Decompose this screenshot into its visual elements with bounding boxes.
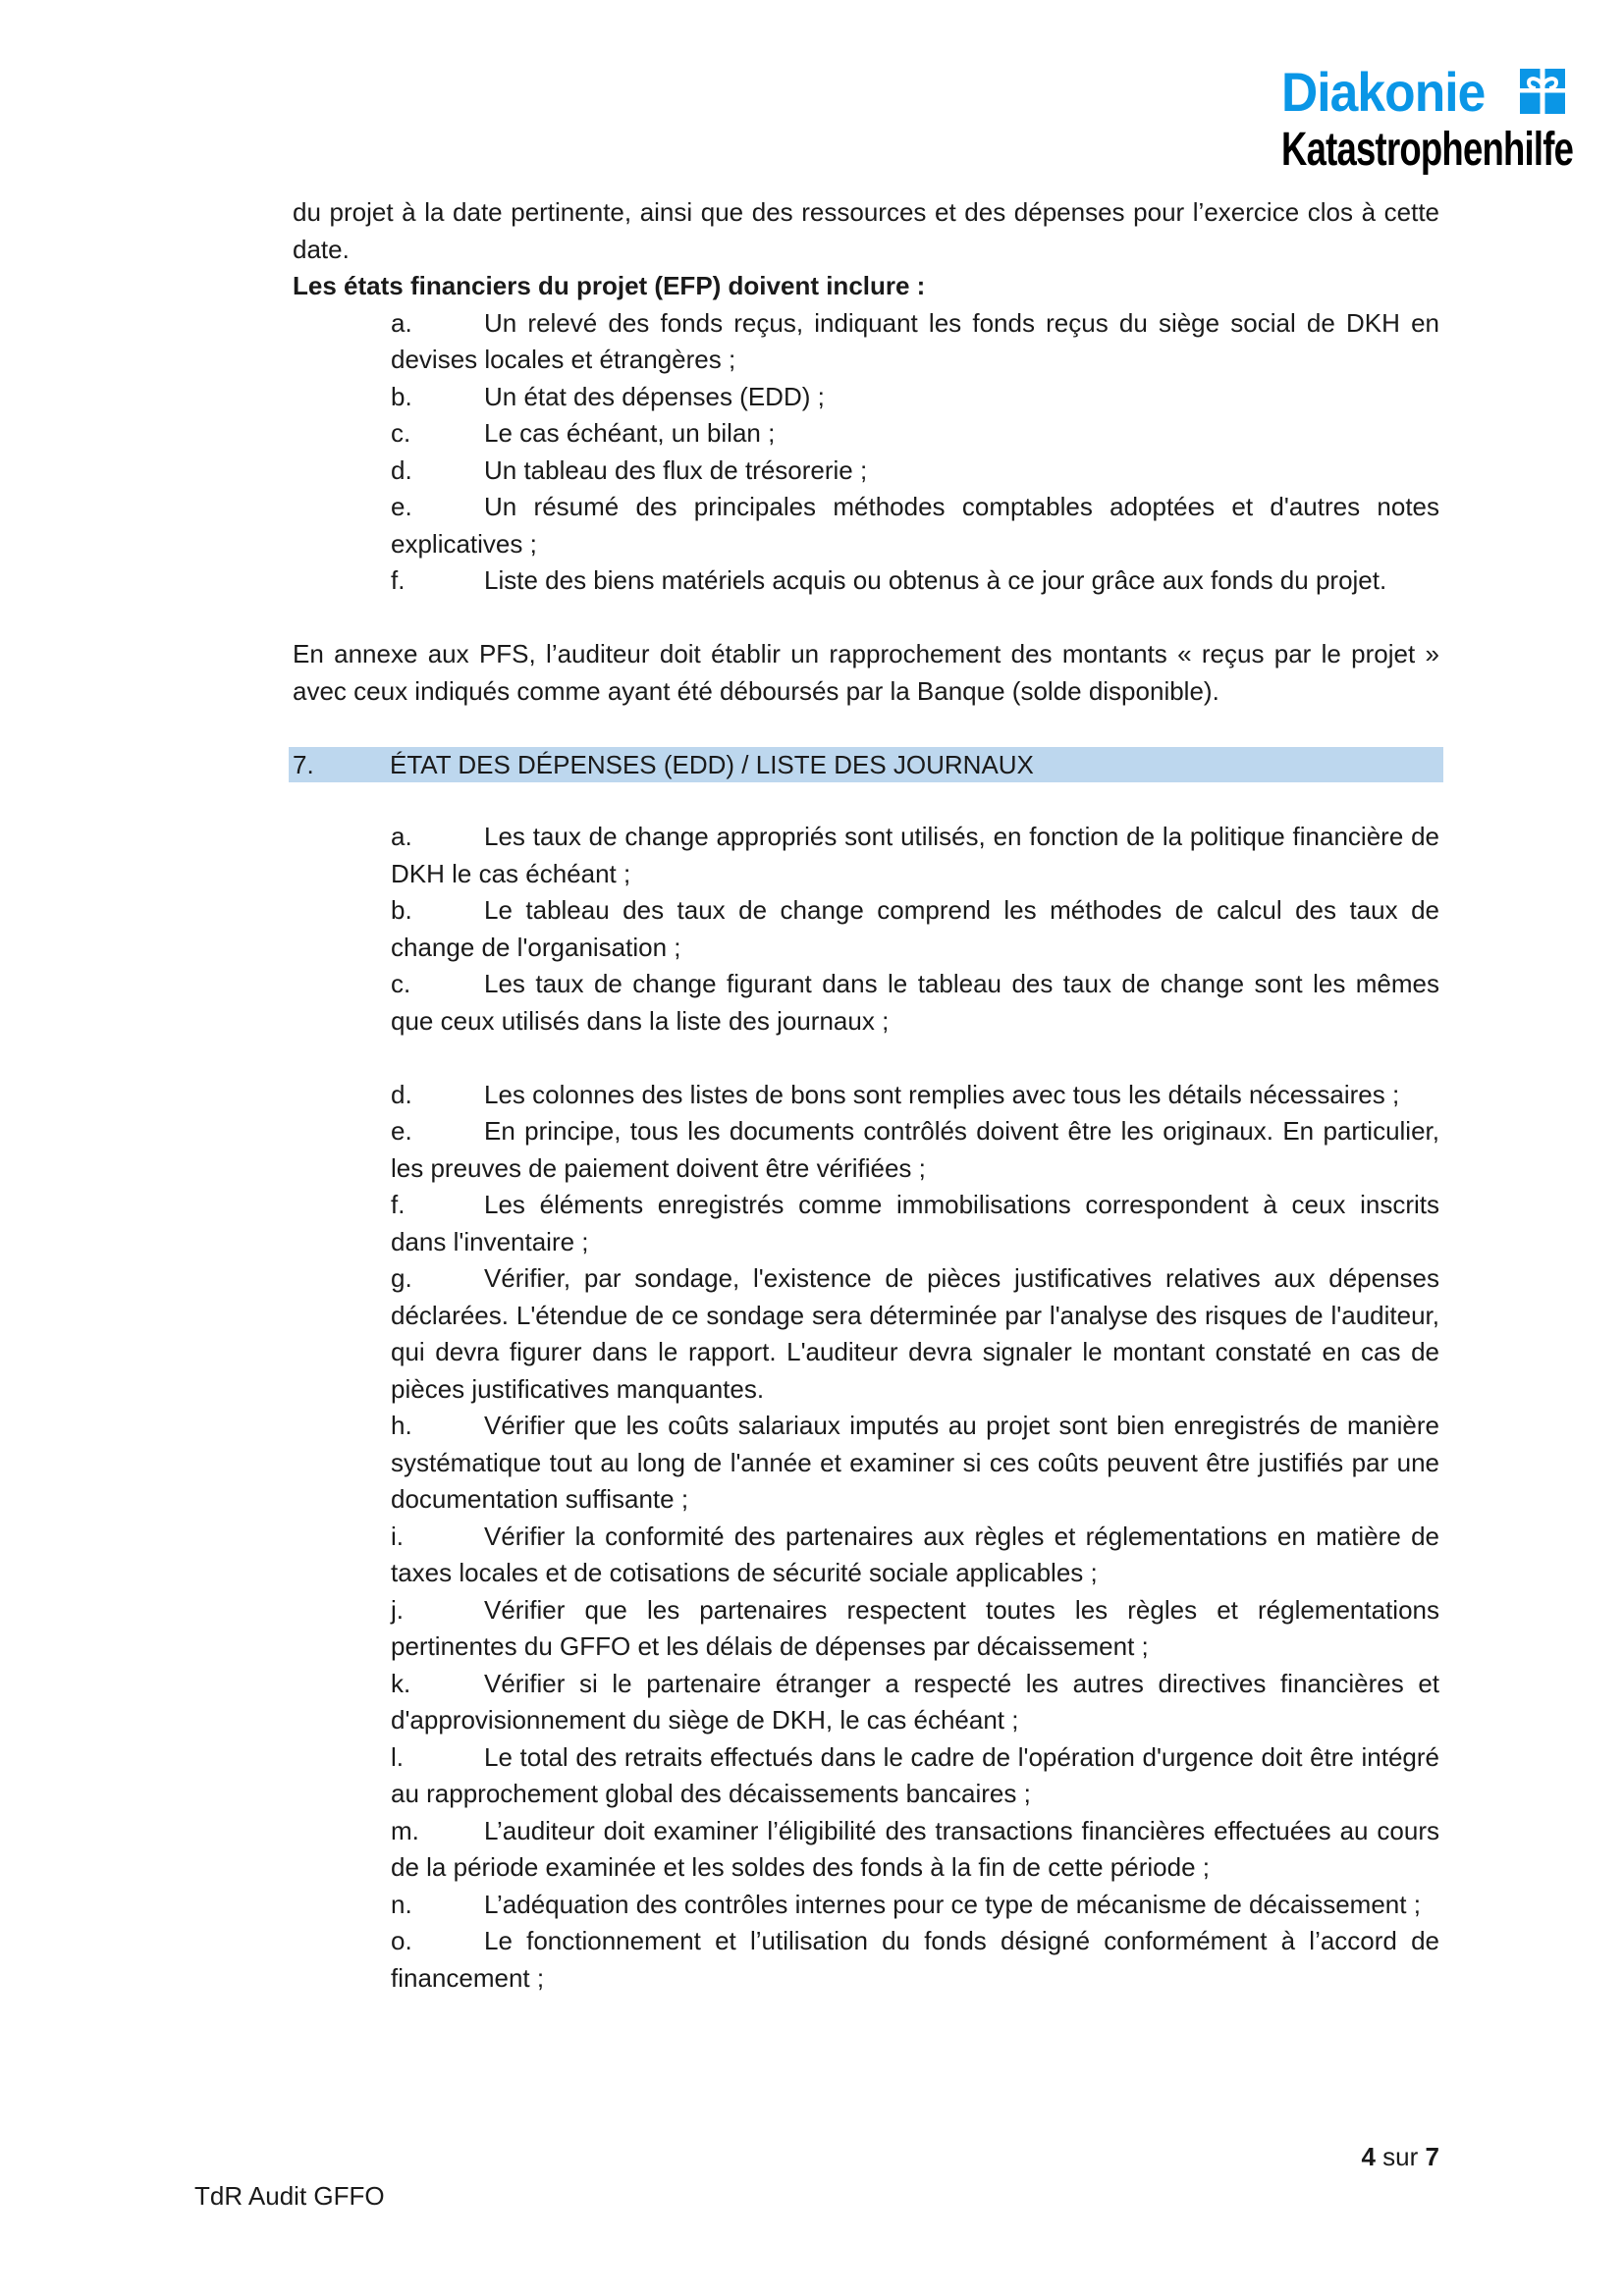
efp-list-item [391,489,1439,562]
list-letter: c. [391,969,411,998]
list-text: Vérifier que les coûts salariaux imputés au projet sont bien enregistrés de manière systématique tout au long de l'année et examiner si ces coûts peuvent être justifiés par une documentation suffisante ; [391,1411,1439,1514]
section7-list-item [391,1519,1439,1592]
section7-list-item [391,1187,1439,1260]
section7-list-item [391,1666,1439,1739]
section7-list-item [391,1408,1439,1519]
page-current: 4 [1361,2142,1376,2171]
diakonie-cross-emblem-icon [1520,69,1565,114]
list-text: Liste des biens matériels acquis ou obtenus à ce jour grâce aux fonds du projet. [484,565,1387,595]
efp-heading: Les états financiers du projet (EFP) doivent inclure : [293,271,926,300]
section7-list-item [391,1923,1439,1997]
section-title: ÉTAT DES DÉPENSES (EDD) / LISTE DES JOURNAUX [390,749,1034,779]
document-body [293,194,1439,1997]
page-separator: sur [1382,2142,1419,2171]
spacer [293,782,1439,820]
section7-list-item [391,1077,1439,1114]
list-letter: k. [391,1668,411,1698]
section7-list-item [391,1113,1439,1187]
list-letter: a. [391,822,412,851]
spacer [293,710,1439,747]
section7-list-item [391,966,1439,1040]
efp-list [391,305,1439,600]
list-text: Les colonnes des listes de bons sont remplies avec tous les détails nécessaires ; [484,1079,1400,1109]
footer-document-title: TdR Audit GFFO [194,2181,385,2211]
list-letter: b. [391,381,412,411]
list-text: Un état des dépenses (EDD) ; [484,381,825,411]
list-text: Vérifier si le partenaire étranger a respecté les autres directives financières et d'approvisionnement du siège de DKH, le cas échéant ; [391,1668,1439,1735]
efp-list-item [391,305,1439,379]
section7-list-item [391,819,1439,892]
logo-wordmark-diakonie: Diakonie [1281,61,1486,123]
list-letter: f. [391,1190,406,1219]
section7-list-item [391,1739,1439,1813]
list-letter: i. [391,1521,404,1551]
list-text: Vérifier que les partenaires respectent toutes les règles et réglementations pertinentes du GFFO et les délais de dépenses par décaissement ; [391,1594,1439,1661]
list-letter: e. [391,492,412,521]
section7-list-item [391,1887,1439,1924]
list-letter: g. [391,1263,412,1293]
list-text: Le total des retraits effectués dans le cadre de l'opération d'urgence doit être intégré au rapprochement global des décaissements bancaires ; [391,1741,1439,1808]
section7-list-item [391,892,1439,966]
list-letter: f. [391,565,406,595]
page-number [1361,2142,1439,2172]
efp-list-item [391,562,1439,600]
diakonie-logo [1281,63,1576,181]
list-text: Les taux de change figurant dans le tableau des taux de change sont les mêmes que ceux utilisés dans la liste des journaux ; [391,969,1439,1036]
list-letter: e. [391,1116,412,1146]
list-letter: d. [391,1079,412,1109]
annex-paragraph: En annexe aux PFS, l’auditeur doit établir un rapprochement des montants « reçus par le projet » avec ceux indiqués comme ayant été déboursés par la Banque (solde disponible). [293,639,1439,706]
list-text: Un relevé des fonds reçus, indiquant les fonds reçus du siège social de DKH en devises locales et étrangères ; [391,307,1439,374]
list-letter: b. [391,895,412,925]
list-text: Vérifier, par sondage, l'existence de pièces justificatives relatives aux dépenses déclarées. L'étendue de ce sondage sera déterminée par l'analyse des risques de l'auditeur, qui devra figurer dans le rapport. L'auditeur devra signaler le montant constaté en cas de pièces justificatives manquantes. [391,1263,1439,1404]
list-text: Le fonctionnement et l’utilisation du fonds désigné conformément à l’accord de financement ; [391,1926,1439,1993]
section7-list-item [391,1592,1439,1666]
list-letter: d. [391,454,412,485]
list-text: Le tableau des taux de change comprend les méthodes de calcul des taux de change de l'organisation ; [391,895,1439,962]
efp-list-item [391,415,1439,453]
list-letter: n. [391,1889,412,1919]
list-text: Un tableau des flux de trésorerie ; [484,454,868,485]
list-text: Le cas échéant, un bilan ; [484,418,776,448]
list-text: Vérifier la conformité des partenaires aux règles et réglementations en matière de taxes locales et de cotisations de sécurité sociale applicables ; [391,1521,1439,1587]
efp-list-item [391,453,1439,490]
list-letter: j. [391,1594,404,1625]
list-letter: l. [391,1741,404,1772]
page-total: 7 [1425,2142,1439,2171]
list-letter: h. [391,1411,412,1440]
list-letter: c. [391,418,411,448]
intro-paragraph: du projet à la date pertinente, ainsi que des ressources et des dépenses pour l’exercice clos à cette date. [293,197,1439,264]
section7-list-item [391,1813,1439,1887]
section7-list-group1 [391,819,1439,1040]
list-text: Les éléments enregistrés comme immobilisations correspondent à ceux inscrits dans l'inventaire ; [391,1190,1439,1256]
list-text: Un résumé des principales méthodes comptables adoptées et d'autres notes explicatives ; [391,492,1439,559]
list-text: L’adéquation des contrôles internes pour ce type de mécanisme de décaissement ; [484,1889,1421,1919]
spacer [293,600,1439,637]
list-letter: a. [391,307,412,338]
spacer [293,1040,1439,1077]
section-number: 7. [293,749,314,779]
list-text: En principe, tous les documents contrôlés doivent être les originaux. En particulier, les preuves de paiement doivent être vérifiées ; [391,1116,1439,1183]
section7-list-group2 [391,1077,1439,1998]
list-text: Les taux de change appropriés sont utilisés, en fonction de la politique financière de DKH le cas échéant ; [391,822,1439,888]
section-heading-7 [289,747,1443,782]
efp-list-item [391,379,1439,416]
list-letter: m. [391,1815,419,1845]
list-text: L’auditeur doit examiner l’éligibilité des transactions financières effectuées au cours de la période examinée et les soldes des fonds à la fin de cette période ; [391,1815,1439,1882]
logo-wordmark-katastrophenhilfe: Katastrophenhilfe [1281,124,1574,176]
list-letter: o. [391,1926,412,1955]
section7-list-item [391,1260,1439,1408]
